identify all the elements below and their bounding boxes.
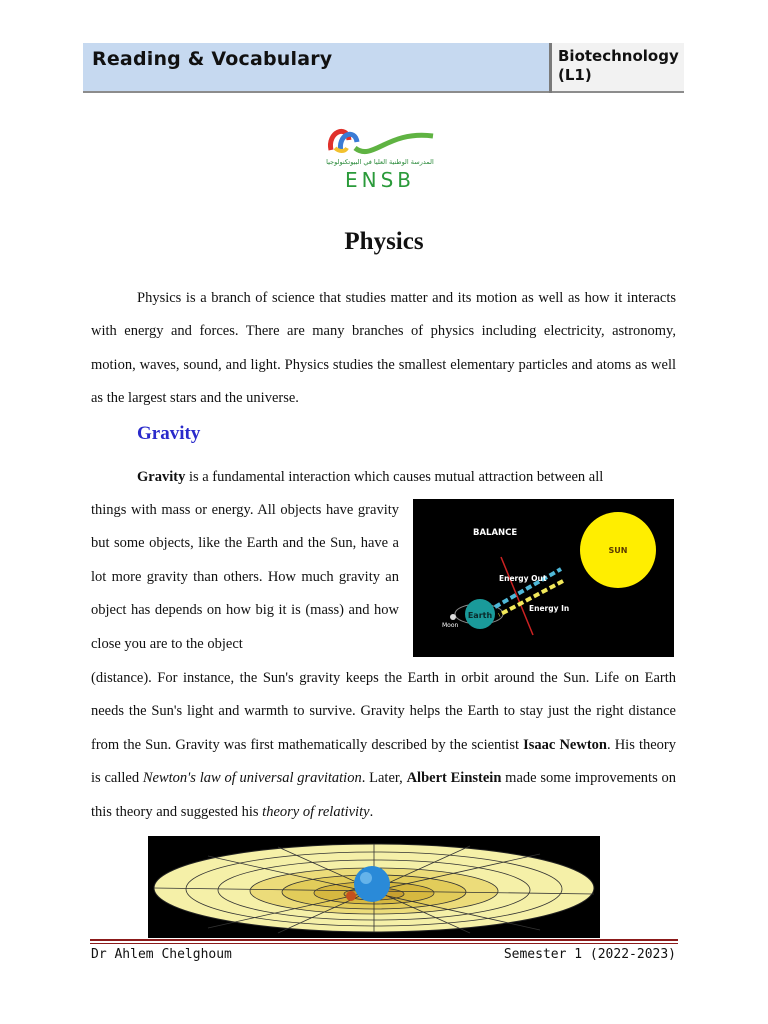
section-heading-gravity: Gravity bbox=[137, 423, 201, 444]
gravity-cont5: . bbox=[369, 803, 374, 820]
footer-rule-thin bbox=[90, 943, 678, 944]
moon-label: Moon bbox=[442, 622, 459, 629]
gravity-cont2: . His theory is called bbox=[91, 736, 677, 787]
class-label: Biotechnology (L1) bbox=[558, 47, 679, 84]
energy-in-label: Energy In bbox=[529, 604, 570, 613]
gravity-wrapped-text: things with mass or energy. All objects have gravity but some objects, like the Earth and the Sun, have a lot more gravity than others. How much gravity an object has depends on how big it is (mass) and how close you are to the object bbox=[91, 502, 399, 652]
ensb-logo bbox=[325, 122, 435, 190]
gravity-line1-text: is a fundamental interaction which causes mutual attraction between all bbox=[185, 469, 604, 485]
balance-label: BALANCE bbox=[473, 528, 518, 538]
moon-sphere bbox=[346, 891, 356, 901]
earth-label: Earth bbox=[467, 611, 493, 620]
albert-einstein: Albert Einstein bbox=[406, 770, 502, 787]
newtons-law: Newton's law of universal gravitation bbox=[142, 770, 362, 787]
theory-of-relativity: theory of relativity bbox=[262, 803, 370, 820]
class-box bbox=[552, 43, 684, 93]
moon-shape bbox=[450, 614, 456, 620]
footer-author: Dr Ahlem Chelghoum bbox=[91, 947, 232, 962]
footer-rule bbox=[90, 939, 678, 941]
intro-paragraph bbox=[91, 282, 676, 416]
course-title-box bbox=[83, 43, 549, 93]
gravity-cont3: . Later, bbox=[361, 770, 407, 787]
gravity-cont4: made some improvements on this theory and suggested his bbox=[91, 770, 677, 820]
logo-arabic-text: المدرسة الوطنية العليا في البيوتكنولوجيا bbox=[326, 158, 434, 166]
gravity-first-line bbox=[91, 461, 676, 494]
logo-name: ENSB bbox=[344, 168, 416, 190]
isaac-newton: Isaac Newton bbox=[523, 736, 607, 753]
page-title: Physics bbox=[344, 228, 424, 255]
earth-sphere bbox=[354, 866, 390, 902]
gravity-bold-term: Gravity bbox=[137, 469, 186, 485]
course-title: Reading & Vocabulary bbox=[92, 48, 333, 70]
spacetime-curvature-figure bbox=[148, 836, 600, 938]
sun-earth-balance-figure bbox=[413, 499, 674, 657]
energy-out-label: Energy Out bbox=[499, 574, 547, 583]
intro-text: Physics is a branch of science that studies matter and its motion as well as how it interacts with energy and forces. There are many branches of physics including electricity, astronomy, motion, waves, sound, and light. Physics studies the smallest elementary particles and atoms as well as the largest stars and the universe. bbox=[91, 290, 676, 407]
document-header bbox=[83, 43, 684, 93]
footer-semester: Semester 1 (2022-2023) bbox=[503, 947, 676, 962]
sun-label: SUN bbox=[608, 546, 628, 555]
gravity-continuation bbox=[91, 662, 676, 829]
gravity-cont1: (distance). For instance, the Sun's gravity keeps the Earth in orbit around the Sun. Life on Earth needs the Sun's light and warmth to survive. Gravity helps the Earth to stay just the right distance from the Sun. Gravity was first mathematically described by the scientist bbox=[91, 670, 676, 753]
